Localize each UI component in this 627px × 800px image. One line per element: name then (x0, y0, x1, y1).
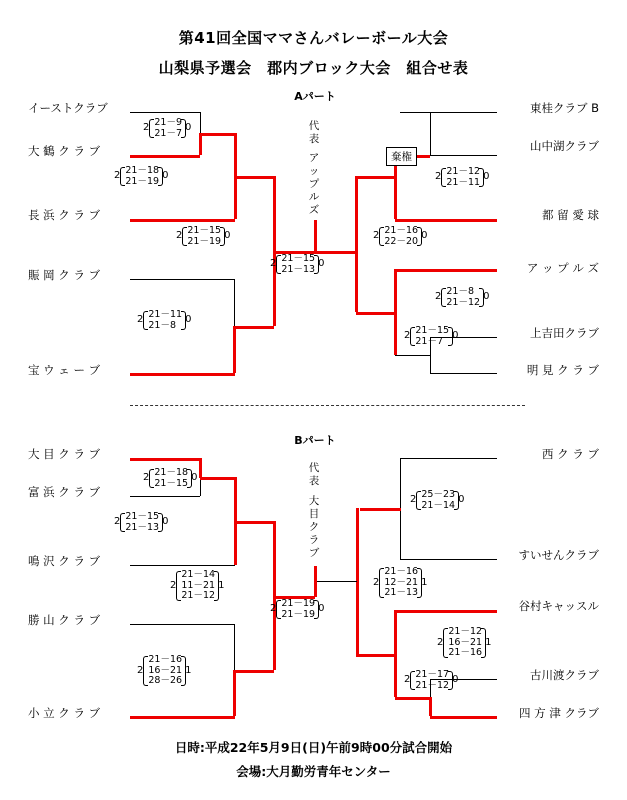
bracket-line (400, 458, 497, 459)
team-label: 小 立 ク ラ ブ (28, 706, 101, 720)
bracket-line (314, 220, 317, 252)
team-label: 四 方 津 クラブ (519, 706, 599, 720)
bracket-a-champion-label: 代表 (308, 120, 320, 145)
match-score: 2 21－11 21－8 0 (137, 309, 192, 331)
bracket-line (395, 610, 497, 613)
team-label: 古川渡クラブ (530, 668, 599, 682)
bracket-line (233, 670, 236, 716)
bracket-line (360, 508, 401, 511)
bracket-line (130, 373, 235, 376)
bracket-line (395, 355, 430, 356)
bracket-line (234, 176, 274, 179)
team-label: 勝 山 ク ラ ブ (28, 613, 101, 627)
match-score: 2 21－18 21－15 0 (143, 467, 198, 489)
bracket-line (395, 269, 497, 272)
team-label: 西 ク ラ ブ (542, 447, 599, 461)
bracket-line (234, 326, 274, 329)
match-score: 2 21－15 21－13 0 (114, 511, 169, 533)
bracket-line (130, 112, 200, 113)
bracket-line (430, 155, 497, 156)
bracket-line (130, 716, 235, 719)
team-label: すいせんクラブ (518, 548, 599, 562)
bracket-line (356, 312, 396, 315)
bracket-line (400, 112, 497, 113)
bracket-a-label: Aパート (294, 90, 336, 103)
bracket-b-champion-name: 大目クラブ (308, 495, 320, 559)
match-score-final: 2 21－19 21－19 0 (270, 598, 325, 620)
match-score: 2 21－12 16－21 21－16 1 (437, 626, 492, 658)
team-label: イーストクラブ (28, 101, 108, 115)
team-label: ア ッ プ ル ズ (526, 261, 599, 275)
bracket-line (200, 477, 235, 480)
bracket-line (400, 559, 497, 560)
team-label: 賑 岡 ク ラ ブ (28, 268, 101, 282)
bracket-line (130, 219, 235, 222)
bracket-line (199, 458, 202, 478)
status-badge-kiken: 棄権 (386, 147, 417, 166)
bracket-line (314, 566, 317, 597)
match-score: 2 21－18 21－19 0 (114, 165, 169, 187)
bracket-line (200, 133, 235, 136)
bracket-line (356, 654, 396, 657)
bracket-line (355, 176, 358, 312)
team-label: 上吉田クラブ (530, 326, 599, 340)
bracket-line (395, 219, 497, 222)
event-datetime: 日時:平成22年5月9日(日)午前9時00分試合開始 (174, 740, 453, 755)
event-venue: 会場:大月勤労青年センター (236, 764, 391, 779)
bracket-a-champion-name: アップルズ (308, 152, 320, 216)
bracket-line (130, 565, 235, 566)
match-score: 2 21－15 21－7 0 (404, 325, 459, 347)
match-score: 2 21－14 11－21 21－12 1 (170, 569, 225, 601)
bracket-line (130, 624, 235, 625)
page-title-line1: 第41回全国ママさんバレーボール大会 (178, 29, 449, 47)
bracket-line (430, 373, 497, 374)
match-score: 2 25－23 21－14 0 (410, 489, 465, 511)
section-divider (130, 405, 525, 406)
match-score: 2 21－17 21－12 0 (404, 669, 459, 691)
bracket-line (234, 521, 274, 524)
match-score: 2 21－12 21－11 0 (435, 166, 490, 188)
match-score: 2 21－16 22－20 0 (373, 225, 428, 247)
bracket-line (233, 326, 236, 373)
bracket-line (356, 176, 396, 179)
bracket-line (130, 279, 235, 280)
match-score: 2 21－9 21－7 0 (143, 117, 192, 139)
team-label: 富 浜 ク ラ ブ (28, 485, 101, 499)
team-label: 長 浜 ク ラ ブ (28, 208, 101, 222)
team-label: 明 見 ク ラ ブ (526, 363, 599, 377)
bracket-line (130, 155, 200, 158)
bracket-line (430, 112, 431, 155)
bracket-b-champion-label: 代表 (308, 462, 320, 487)
bracket-line (130, 496, 200, 497)
match-score: 2 21－16 12－21 21－13 1 (373, 566, 428, 598)
match-score: 2 21－16 16－21 28－26 1 (137, 654, 192, 686)
match-score: 2 21－8 21－12 0 (435, 286, 490, 308)
team-label: 山中湖クラブ (530, 139, 599, 153)
team-label: 鳴 沢 ク ラ ブ (28, 554, 101, 568)
team-label: 大 鶴 ク ラ ブ (28, 144, 101, 158)
match-score-final: 2 21－15 21－13 0 (270, 253, 325, 275)
bracket-line (199, 133, 202, 155)
bracket-line (430, 716, 497, 719)
team-label: 東桂クラブ B (529, 101, 599, 115)
bracket-b-label: Bパート (294, 434, 336, 447)
page-title-line2: 山梨県予選会 郡内ブロック大会 組合せ表 (158, 59, 469, 77)
team-label: 宝 ウ ェ ー ブ (28, 363, 101, 377)
bracket-line (234, 670, 274, 673)
bracket-line (130, 458, 200, 461)
bracket-line (395, 697, 430, 700)
bracket-line (315, 581, 357, 582)
match-score: 2 21－15 21－19 0 (176, 225, 231, 247)
team-label: 谷村キャッスル (518, 599, 599, 613)
team-label: 大 目 ク ラ ブ (28, 447, 101, 461)
team-label: 都 留 愛 球 (542, 208, 599, 222)
